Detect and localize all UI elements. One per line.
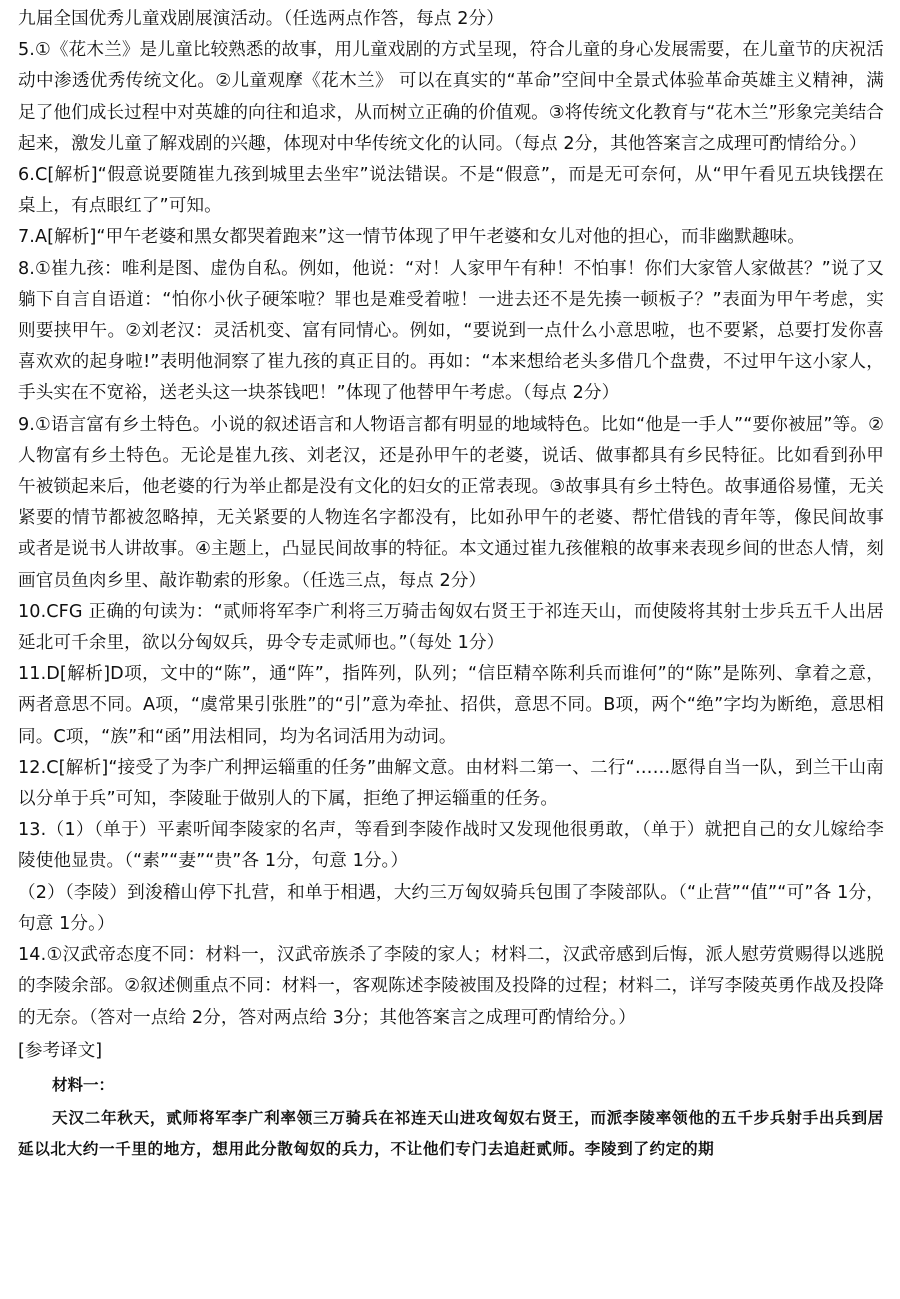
answer-7: 7.A[解析]“甲午老婆和黑女都哭着跑来”这一情节体现了甲午老婆和女儿对他的担心，而非幽默趣味。 <box>18 227 805 248</box>
material-one-translation: 天汉二年秋天，贰师将军李广利率领三万骑兵在祁连天山进攻匈奴右贤王，而派李陵率领他的五千步兵射手出兵到居延以北大约一千里的地方，想用此分散匈奴的兵力，不让他们专门去追赶贰师。李陵到了约定的期 <box>18 1107 884 1158</box>
answer-14: 14.①汉武帝态度不同：材料一，汉武帝族杀了李陵的家人；材料二，汉武帝感到后悔，派人慰劳赏赐得以逃脱的李陵余部。②叙述侧重点不同：材料一，客观陈述李陵被围及投降的过程；材料二，详写李陵英勇作战及投降的无奈。（答对一点给 2分，答对两点给 3分；其他答案言之成理可酌情给分。） <box>18 945 884 1028</box>
answer-document <box>18 4 884 1164</box>
answer-4-tail: 九届全国优秀儿童戏剧展演活动。（任选两点作答，每点 2分） <box>18 9 504 29</box>
answer-9: 9.①语言富有乡土特色。小说的叙述语言和人物语言都有明显的地域特色。比如“他是一手人”“要你被屈”等。②人物富有乡土特色。无论是崔九孩、刘老汉，还是孙甲午的老婆，说话、做事都具有乡民特征。比如看到孙甲午被锁起来后，他老婆的行为举止都是没有文化的妇女的正常表现。③故事具有乡土特色。故事通俗易懂，无关紧要的情节都被忽略掉，无关紧要的人物连名字都没有，比如孙甲午的老婆、帮忙借钱的青年等，像民间故事或者是说书人讲故事。④主题上，凸显民间故事的特征。本文通过崔九孩催粮的故事来表现乡间的世态人情，刻画官员鱼肉乡里、敲诈勒索的形象。（任选三点，每点 2分） <box>18 414 884 591</box>
reference-translation-label: [参考译文] <box>18 1040 103 1061</box>
answer-5: 5.①《花木兰》是儿童比较熟悉的故事，用儿童戏剧的方式呈现，符合儿童的身心发展需要，在儿童节的庆祝活动中渗透优秀传统文化。②儿童观摩《花木兰》 可以在真实的“革命”空间中全景式体验革命英雄主义精神，满足了他们成长过程中对英雄的向往和追求，从而树立正确的价值观。③将传统文化教育与“花木兰”形象完美结合起来，激发儿童了解戏剧的兴趣，体现对中华传统文化的认同。（每点 2分，其他答案言之成理可酌情给分。） <box>18 40 884 154</box>
material-one-title: 材料一： <box>52 1074 115 1094</box>
answer-13-part-2: （2）（李陵）到浚稽山停下扎营，和单于相遇，大约三万匈奴骑兵包围了李陵部队。（“止营”“值”“可”各 1分，句意 1分。） <box>18 882 884 934</box>
answer-6: 6.C[解析]“假意说要随崔九孩到城里去坐牢”说法错误。不是“假意”，而是无可奈何，从“甲午看见五块钱摆在桌上，有点眼红了”可知。 <box>18 165 884 217</box>
answer-13-part-1: 13.（1）（单于）平素听闻李陵家的名声，等看到李陵作战时又发现他很勇敢，（单于）就把自己的女儿嫁给李陵使他显贵。（“素”“妻”“贵”各 1分，句意 1分。） <box>18 820 884 872</box>
answer-8: 8.①崔九孩：唯利是图、虚伪自私。例如，他说：“对！人家甲午有种！不怕事！你们大家管人家做甚？”说了又躺下自言自语道：“怕你小伙子硬笨啦？罪也是难受着啦！一进去还不是先揍一顿板子？”表面为甲午考虑，实则要挟甲午。②刘老汉：灵活机变、富有同情心。例如，“要说到一点什么小意思啦，也不要紧，总要打发你喜喜欢欢的起身啦!”表明他洞察了崔九孩的真正目的。再如：“本来想给老头多借几个盘费，不过甲午这小家人，手头实在不宽裕，送老头这一块茶钱吧！”体现了他替甲午考虑。（每点 2分） <box>18 258 884 404</box>
answer-10: 10.CFG 正确的句读为：“贰师将军李广利将三万骑击匈奴右贤王于祁连天山，而使陵将其射士步兵五千人出居延北可千余里，欲以分匈奴兵，毋令专走贰师也。”（每处 1分） <box>18 601 884 654</box>
answer-12: 12.C[解析]“接受了为李广利押运辎重的任务”曲解文意。由材料二第一、二行“……愿得自当一队，到兰干山南以分单于兵”可知，李陵耻于做别人的下属，拒绝了押运辎重的任务。 <box>18 757 884 810</box>
answer-11: 11.D[解析]D项，文中的“陈”，通“阵”，指阵列，队列；“信臣精卒陈利兵而谁何”的“陈”是陈列、拿着之意，两者意思不同。A项，“虞常果引张胜”的“引”意为牵扯、招供，意思不同。B项，两个“绝”字均为断绝，意思相同。C项，“族”和“函”用法相同，均为名词活用为动词。 <box>18 664 884 747</box>
